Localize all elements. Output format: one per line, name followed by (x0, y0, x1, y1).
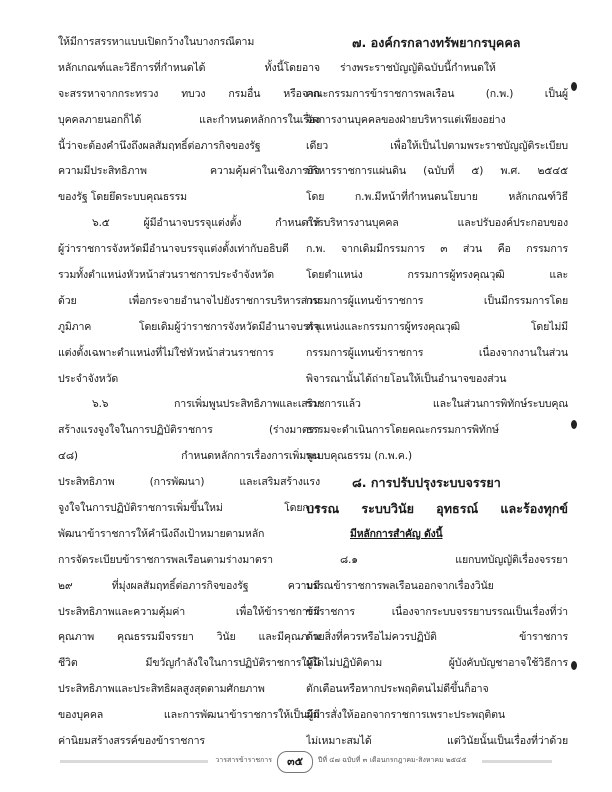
text-line: มีการสั่งให้ออกจากราชการเพราะประพฤติตน (306, 709, 505, 722)
text-line: เดียว เพื่อให้เป็นไปตามพระราชบัญญัติระเบียบ (306, 139, 568, 152)
text-line: ๔๘) กำหนดหลักการเรื่องการเพิ่มพูน (58, 450, 320, 463)
text-line: บริหารราชการแผ่นดิน (ฉบับที่ ๕) พ.ศ. ๒๕๔๕ (306, 165, 568, 178)
section-8-subheading: มีหลักการสำคัญ ดังนี้ (350, 527, 443, 540)
footer-rule-right (482, 760, 552, 763)
text-line: ของรัฐ โดยยึดระบบคุณธรรม (58, 191, 187, 204)
text-line: ๒๙ ที่มุ่งผลสัมฤทธิ์ต่อภารกิจของรัฐ ความมี (58, 579, 320, 592)
text-line: ชีวิต มีขวัญกำลังใจในการปฏิบัติราชการให้มี (58, 657, 320, 670)
text-line: ตำแหน่งและกรรมการผู้ทรงคุณวุฒิ โดยไม่มี (306, 320, 568, 333)
text-line: รวมทั้งตำแหน่งหัวหน้าส่วนราชการประจำจังหวัด (58, 269, 274, 282)
text-line: ประสิทธิภาพและประสิทธิผลสูงสุดตามศักยภาพ (58, 683, 265, 696)
text-line: จะสรรหาจากกระทรวง ทบวง กรมอื่น หรือจาก (58, 87, 320, 100)
text-line: ตักเตือนหรือหากประพฤติตนไม่ดีขึ้นก็อาจ (306, 683, 489, 696)
text-line: ผู้ว่าราชการจังหวัดมีอำนาจบรรจุแต่งตั้งเท่ากับอธิบดี (58, 243, 289, 256)
text-line: นี้ว่าจะต้องคำนึงถึงผลสัมฤทธิ์ต่อภารกิจของรัฐ (58, 139, 261, 152)
text-line: ภูมิภาค โดยเดิมผู้ว่าราชการจังหวัดมีอำนาจบรรจุ (58, 320, 320, 333)
text-line: ประสิทธิภาพ (การพัฒนา) และเสริมสร้างแรง (58, 476, 320, 489)
footer-rule-left (60, 760, 208, 763)
page-number: ๓๕ (277, 751, 313, 773)
text-line: ค่านิยมสร้างสรรค์ของข้าราชการ (58, 735, 205, 748)
text-line: คุณภาพ คุณธรรมมีจรรยา วินัย และมีคุณภาพ (58, 631, 320, 644)
text-line: ด้วยสิ่งที่ควรหรือไม่ควรปฏิบัติ ข้าราชการ (306, 631, 568, 644)
text-line: โดยตำแหน่ง กรรมการผู้ทรงคุณวุฒิ และ (306, 269, 568, 282)
text-line: ประจำจังหวัด (58, 372, 119, 385)
left-column (58, 30, 320, 755)
text-line: ร่างพระราชบัญญัติฉบับนี้กำหนดให้ (340, 61, 496, 74)
text-line: พิจารณานั้นได้ถ่ายโอนให้เป็นอำนาจของส่วน (306, 372, 507, 385)
text-line: ความมีประสิทธิภาพ ความคุ้มค่าในเชิงภารกิจ (58, 165, 320, 178)
text-line: ไม่เหมาะสมได้ แต่วินัยนั้นเป็นเรื่องที่ว่าด้วย (306, 735, 568, 748)
text-line: จูงใจในการปฏิบัติราชการเพิ่มขึ้นใหม่ โดยการ (58, 502, 320, 515)
section-7-heading: ๗. องค์กรกลางทรัพยากรบุคคล (352, 35, 521, 50)
text-line: ให้มีการสรรหาแบบเปิดกว้างในบางกรณีตาม (58, 36, 255, 48)
text-line: ข้าราชการ เนื่องจากระบบจรรยาบรรณเป็นเรื่องที่ว่า (306, 605, 568, 618)
binding-hole-mark (571, 420, 577, 429)
text-line: การจัดระเบียบข้าราชการพลเรือนตามร่างมาตรา (58, 553, 273, 566)
text-line: พัฒนาข้าราชการให้คำนึงถึงเป้าหมายตามหลัก (58, 527, 265, 540)
section-8-heading-cont: บรรณ ระบบวินัย อุทธรณ์ และร้องทุกข์ (306, 501, 568, 517)
text-line: ของบุคคล และการพัฒนาข้าราชการให้เป็นผู้มี (58, 709, 320, 722)
section-6-5-line: ๖.๕ ผู้มีอำนาจบรรจุแต่งตั้ง กำหนดให้ (92, 217, 320, 230)
text-line: สร้างแรงจูงใจในการปฏิบัติราชการ (ร่างมาตรา (58, 424, 320, 437)
text-line: บุคคลภายนอกก็ได้ และกำหนดหลักการในเรื่อง (58, 113, 320, 126)
binding-hole-mark (571, 82, 577, 91)
text-line: ประสิทธิภาพและความคุ้มค่า เพื่อให้ข้าราชการมี (58, 605, 320, 618)
right-column (306, 30, 568, 755)
section-8-heading: ๘. การปรับปรุงระบบจรรยา (352, 475, 501, 491)
text-line: ระบบคุณธรรม (ก.พ.ค.) (306, 450, 412, 463)
binding-hole-mark (571, 661, 577, 670)
text-line: ราชการแล้ว และในส่วนการพิทักษ์ระบบคุณ (306, 398, 568, 411)
issue-info: ปีที่ ๔๗ ฉบับที่ ๓ เดือนกรกฎาคม-สิงหาคม ๒๕๔๕ (318, 756, 467, 764)
text-line: กรรมการผู้แทนข้าราชการ เนื่องจากงานในส่วน (306, 346, 568, 359)
text-line: คณะกรรมการข้าราชการพลเรือน (ก.พ.) เป็นผู้ (306, 87, 568, 100)
text-line: ธรรมจะดำเนินการโดยคณะกรรมการพิทักษ์ (306, 424, 499, 437)
text-line: แต่งตั้งเฉพาะตำแหน่งที่ไม่ใช่หัวหน้าส่วนราชการ (58, 346, 274, 359)
text-line: จัดการงานบุคคลของฝ่ายบริหารแต่เพียงอย่าง (306, 113, 506, 126)
journal-name: วารสารข้าราชการ (215, 756, 272, 764)
text-line: ผู้ใดไม่ปฏิบัติตาม ผู้บังคับบัญชาอาจใช้วิธีการ (306, 657, 568, 670)
section-8-1-line: ๘.๑ แยกบทบัญญัติเรื่องจรรยา (340, 553, 568, 566)
text-line: ด้วย เพื่อกระจายอำนาจไปยังราชการบริหารส่วน (58, 294, 320, 307)
text-line: หลักเกณฑ์และวิธีการที่กำหนดได้ ทั้งนี้โดยอาจ (58, 61, 320, 74)
text-line: ก.พ. จากเดิมมีกรรมการ ๓ ส่วน คือ กรรมการ (306, 243, 568, 256)
text-line: บรรณข้าราชการพลเรือนออกจากเรื่องวินัย (306, 579, 494, 592)
text-line: กรรมการผู้แทนข้าราชการ เป็นมีกรรมการโดย (306, 294, 568, 307)
text-line: การบริหารงานบุคคล และปรับองค์ประกอบของ (306, 217, 568, 230)
text-line: โดย ก.พ.มีหน้าที่กำหนดนโยบาย หลักเกณฑ์วิธี (306, 191, 568, 204)
section-6-6-line: ๖.๖ การเพิ่มพูนประสิทธิภาพและเสริม (92, 398, 320, 411)
